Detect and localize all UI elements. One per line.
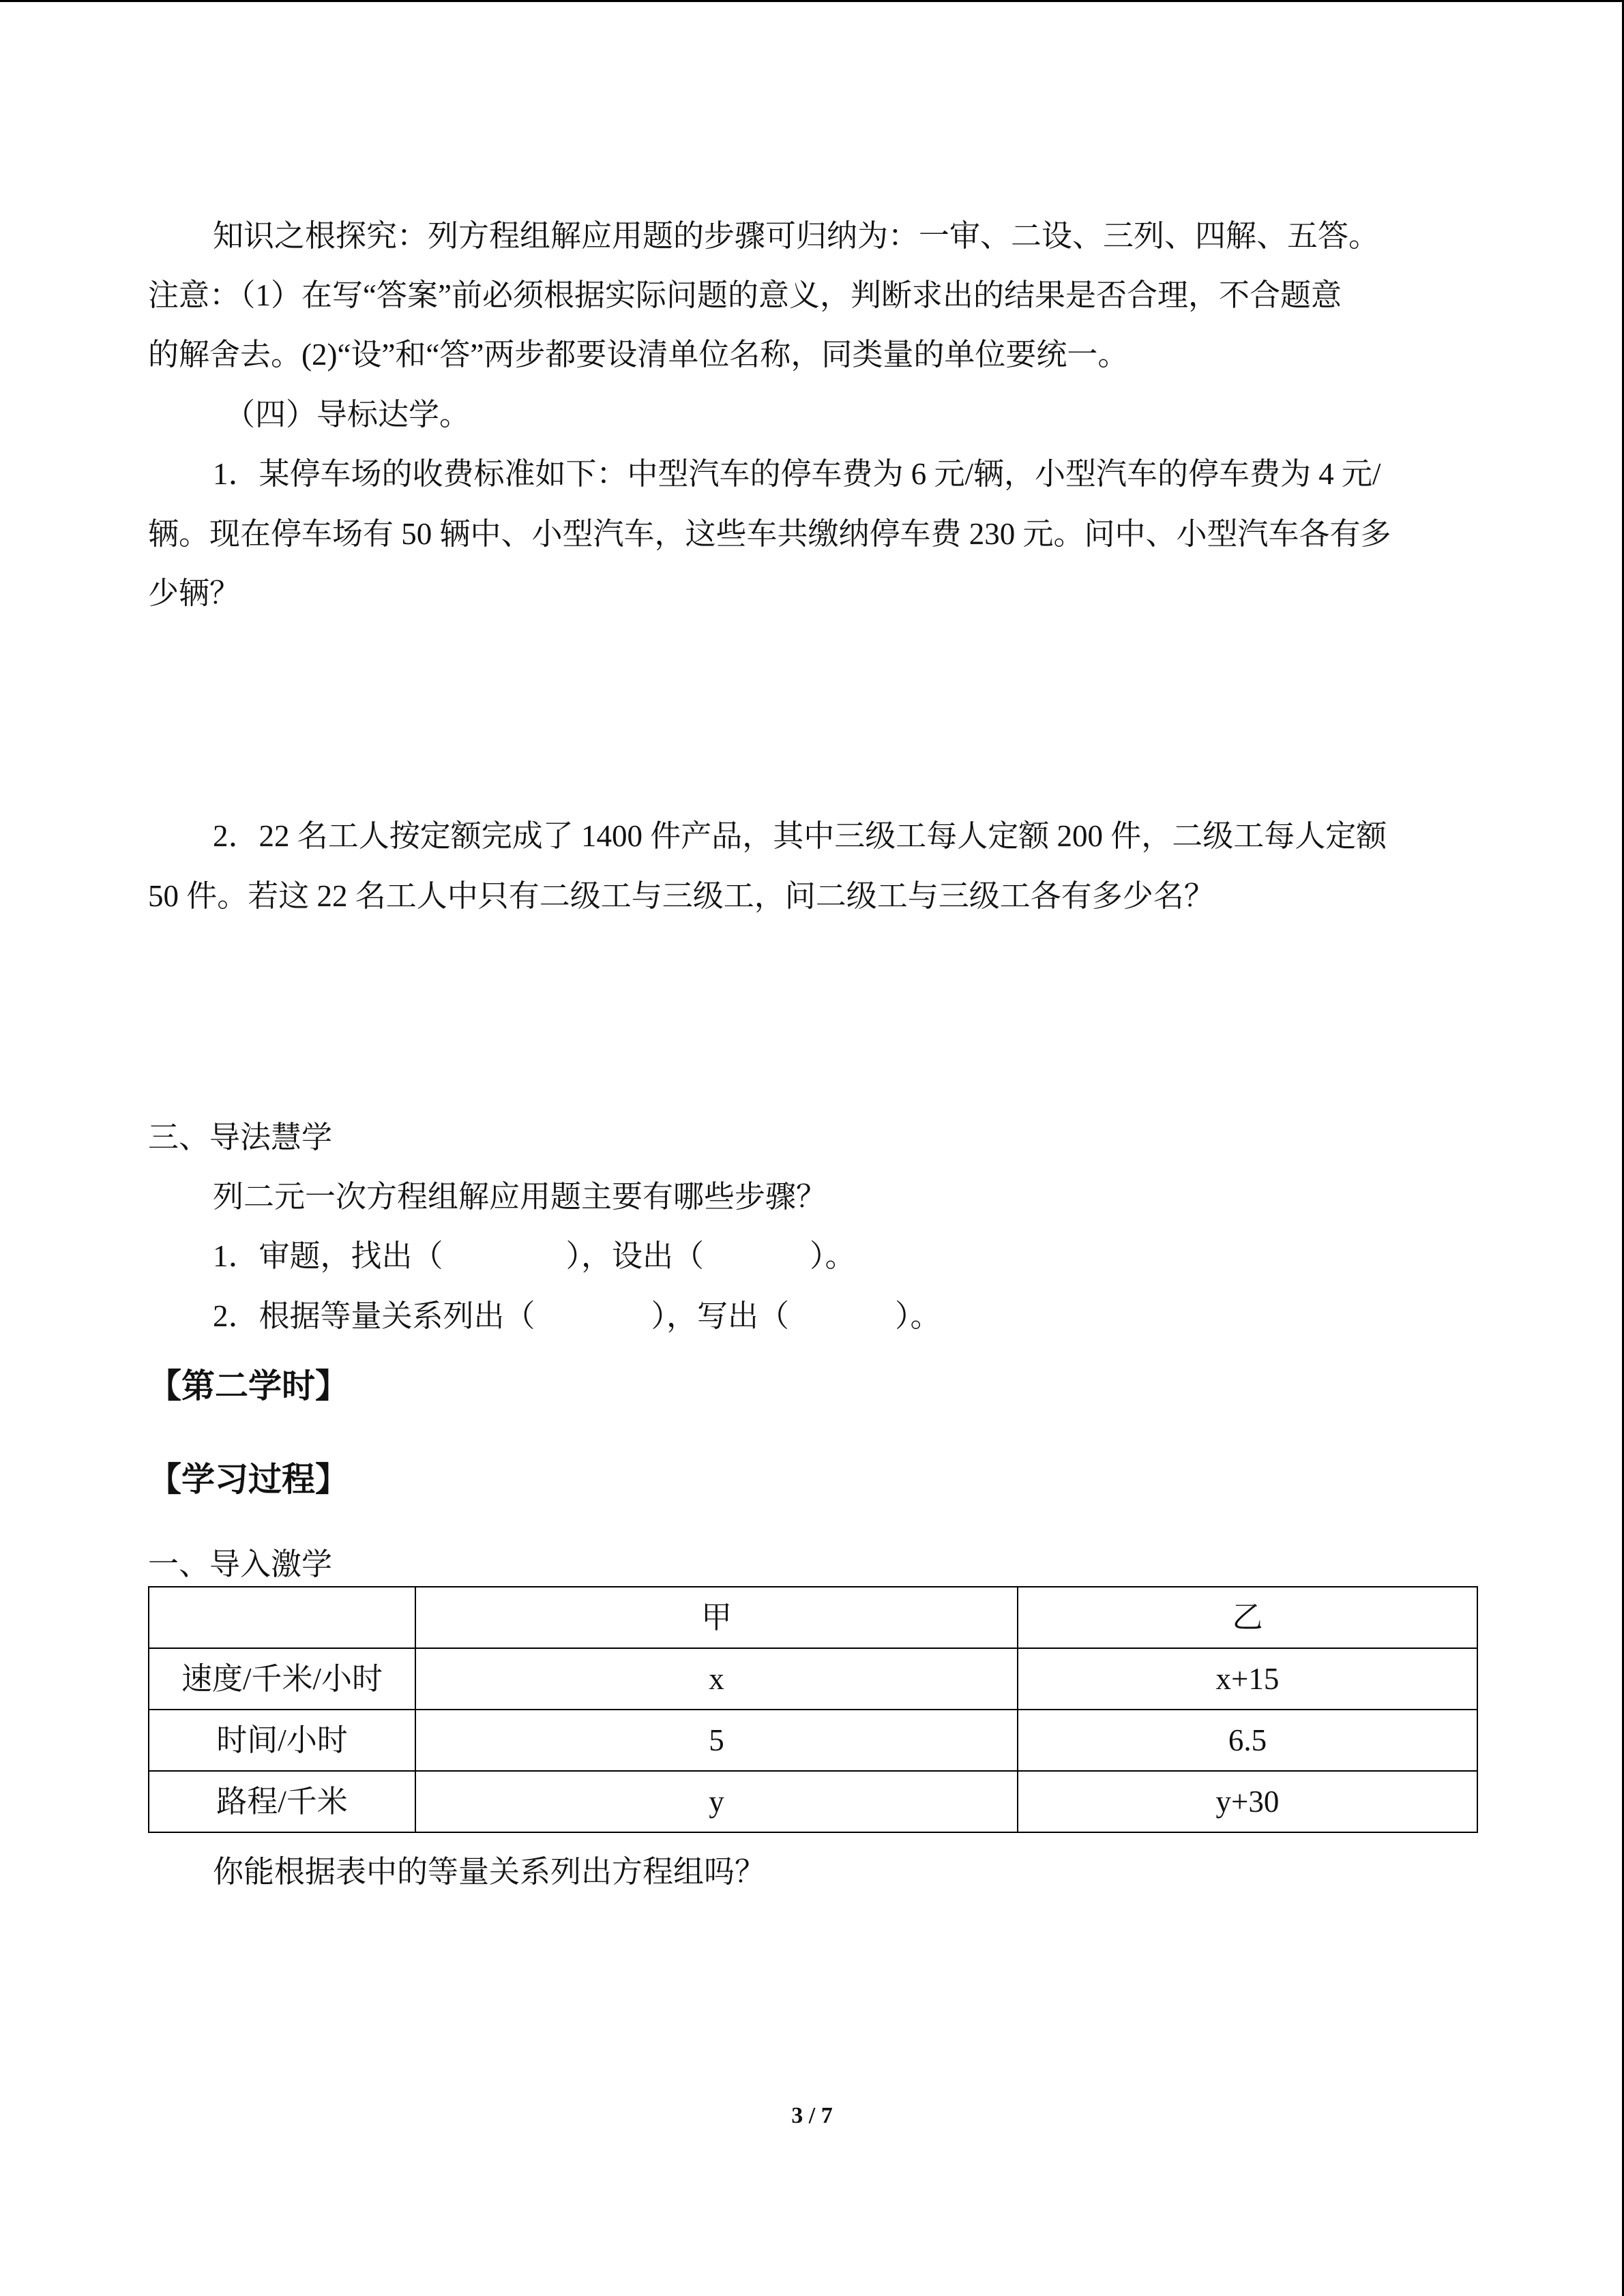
section4-heading: （四）导标达学。 <box>224 398 471 432</box>
part1-heading: 一、导入激学 <box>148 1547 333 1581</box>
table-header-row <box>149 1587 1477 1648</box>
table-cell: y <box>415 1771 1018 1832</box>
step-2-text-c: ）。 <box>895 1299 941 1333</box>
knowledge-line-1: 知识之根探究：列方程组解应用题的步骤可归纳为：一审、二设、三列、四解、五答。 <box>213 219 1380 253</box>
part3-question: 列二元一次方程组解应用题主要有哪些步骤？ <box>213 1180 827 1214</box>
table-row-label: 速度/千米/小时 <box>149 1648 415 1710</box>
table-cell: x+15 <box>1018 1648 1477 1710</box>
table-header-cell: 乙 <box>1018 1587 1477 1648</box>
table-header-cell: 甲 <box>415 1587 1018 1648</box>
table-row <box>149 1771 1477 1832</box>
question-2-line-1: 2．22 名工人按定额完成了 1400 件产品，其中三级工每人定额 200 件，二级工每人定额 <box>213 819 1387 853</box>
table-cell: x <box>415 1648 1018 1710</box>
step-2-text-a: 2．根据等量关系列出（ <box>213 1299 535 1333</box>
question-1-line-1: 1．某停车场的收费标准如下：中型汽车的停车费为 6 元/辆，小型汽车的停车费为 4 元/ <box>213 457 1381 491</box>
question-1-line-2: 辆。现在停车场有 50 辆中、小型汽车，这些车共缴纳停车费 230 元。问中、小型汽车各有多 <box>148 517 1391 551</box>
table-row-label: 时间/小时 <box>149 1710 415 1771</box>
step-1-text-a: 1．审题，找出（ <box>213 1239 443 1273</box>
table-row <box>149 1648 1477 1710</box>
table-row-label: 路程/千米 <box>149 1771 415 1832</box>
table-row <box>149 1710 1477 1771</box>
learning-process-title: 【学习过程】 <box>148 1461 349 1498</box>
step-2-text-b: ），写出（ <box>651 1299 790 1333</box>
step-1 <box>213 1236 856 1277</box>
table-cell: y+30 <box>1018 1771 1477 1832</box>
step-2 <box>213 1296 941 1337</box>
table-cell: 5 <box>415 1710 1018 1771</box>
question-1-line-3: 少辆？ <box>148 576 241 610</box>
table-header-cell <box>149 1587 415 1648</box>
question-2-line-2: 50 件。若这 22 名工人中只有二级工与三级工，问二级工与三级工各有多少名？ <box>148 879 1215 913</box>
closing-question: 你能根据表中的等量关系列出方程组吗？ <box>213 1855 766 1889</box>
speed-time-distance-table <box>148 1586 1478 1833</box>
step-1-text-b: ），设出（ <box>565 1239 705 1273</box>
table-cell: 6.5 <box>1018 1710 1477 1771</box>
top-border-line <box>0 0 1624 2</box>
page-number: 3 / 7 <box>791 2103 833 2128</box>
step-1-text-c: ）。 <box>810 1239 856 1273</box>
lesson-2-title: 【第二学时】 <box>148 1367 349 1405</box>
knowledge-line-3: 的解舍去。(2)“设”和“答”两步都要设清单位名称，同类量的单位要统一。 <box>148 338 1129 372</box>
knowledge-line-2: 注意：（1）在写“答案”前必须根据实际问题的意义，判断求出的结果是否合理，不合题意 <box>148 278 1342 312</box>
part3-heading: 三、导法慧学 <box>148 1120 333 1154</box>
